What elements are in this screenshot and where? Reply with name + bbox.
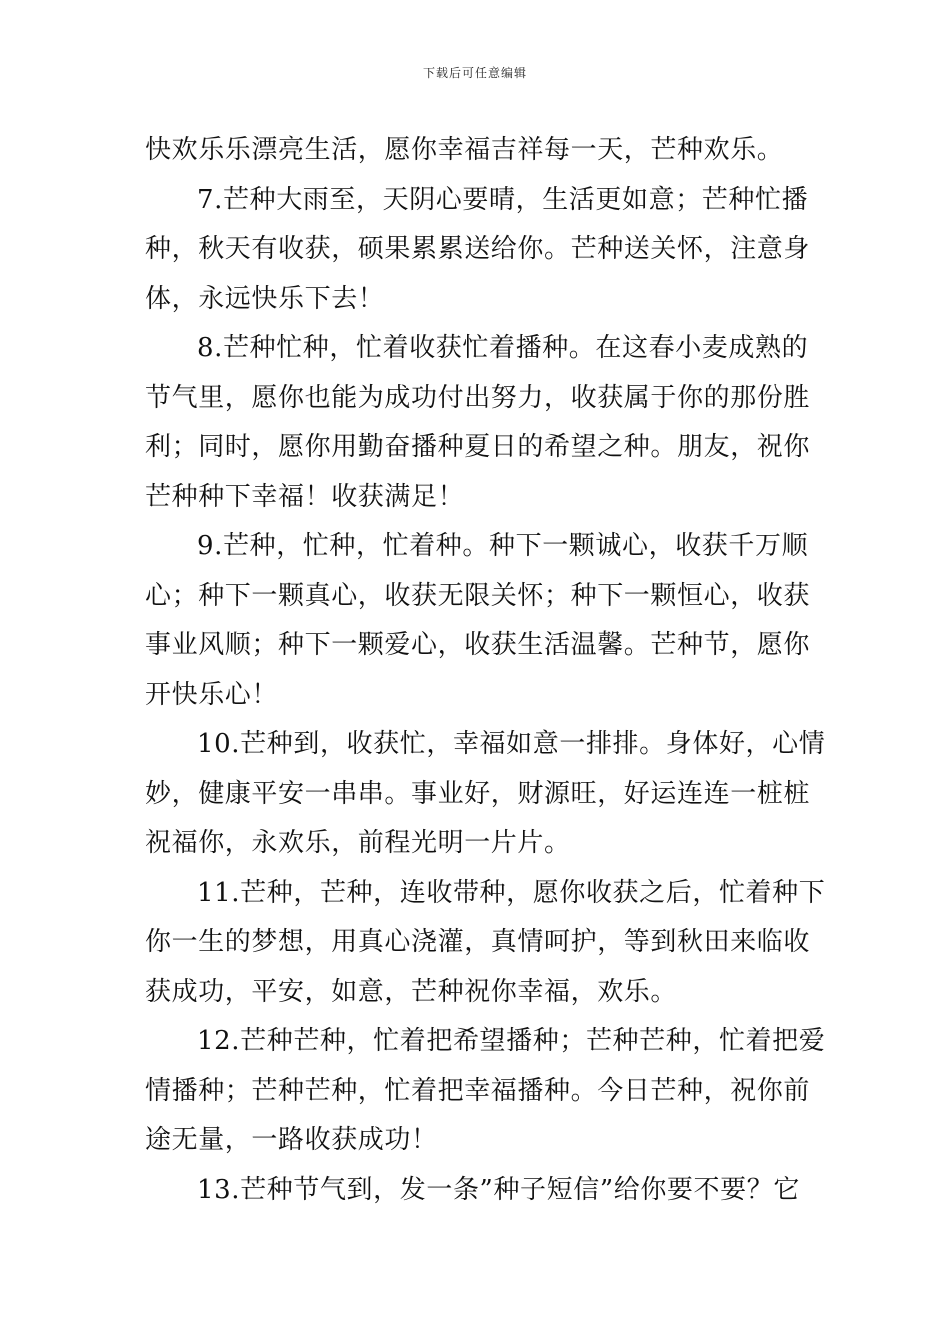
- paragraph-item-10: [145, 720, 826, 869]
- text-line: 快欢乐乐漂亮生活，愿你幸福吉祥每一天，芒种欢乐。: [145, 135, 784, 165]
- text-line: 体，永远快乐下去！: [145, 283, 385, 314]
- document-body: [145, 126, 826, 1215]
- paragraph-item-13: [145, 1166, 805, 1216]
- text-line: 节气里，愿你也能为成功付出努力，收获属于你的那份胜: [145, 382, 811, 413]
- text-line: 7.芒种大雨至，天阴心要晴，生活更如意；芒种忙播: [197, 184, 809, 215]
- text-line: 你一生的梦想，用真心浇灌，真情呵护，等到秋田来临收: [145, 927, 811, 957]
- paragraph-item-7: [145, 176, 811, 325]
- text-line: 12.芒种芒种，忙着把希望播种；芒种芒种，忙着把爱: [197, 1026, 826, 1056]
- text-line: 妙，健康平安一串串。事业好，财源旺，好运连连一桩桩: [145, 778, 811, 809]
- text-line: 10.芒种到，收获忙，幸福如意一排排。身体好，心情: [197, 729, 826, 759]
- text-line: 心；种下一颗真心，收获无限关怀；种下一颗恒心，收获: [145, 580, 811, 611]
- paragraph-item-11: [145, 869, 826, 1018]
- text-line: 开快乐心！: [145, 679, 279, 710]
- text-line: 情播种；芒种芒种，忙着把幸福播种。今日芒种，祝你前: [145, 1075, 811, 1106]
- text-line: 获成功，平安，如意，芒种祝你幸福，欢乐。: [145, 976, 678, 1007]
- paragraph-continuation: [145, 126, 805, 176]
- text-line: 事业风顺；种下一颗爱心，收获生活温馨。芒种节，愿你: [145, 630, 811, 660]
- text-line: 利；同时，愿你用勤奋播种夏日的希望之种。朋友，祝你: [145, 432, 811, 462]
- page-header-note: 下载后可任意编辑: [422, 66, 527, 80]
- text-line: 9.芒种，忙种，忙着种。种下一颗诚心，收获千万顺: [197, 531, 809, 561]
- paragraph-item-12: [145, 1017, 826, 1166]
- paragraph-item-9: [145, 522, 811, 720]
- text-line: 种，秋天有收获，硕果累累送给你。芒种送关怀，注意身: [145, 234, 811, 264]
- text-line: 途无量，一路收获成功！: [145, 1125, 438, 1155]
- text-line: 8.芒种忙种，忙着收获忙着播种。在这春小麦成熟的: [197, 333, 809, 363]
- paragraph-item-8: [145, 324, 811, 522]
- text-line: 13.芒种节气到，发一条”种子短信”给你要不要？它: [197, 1174, 800, 1205]
- text-line: 祝福你，永欢乐，前程光明一片片。: [145, 828, 571, 858]
- text-line: 11.芒种，芒种，连收带种，愿你收获之后，忙着种下: [197, 877, 826, 908]
- text-line: 芒种种下幸福！收获满足！: [145, 481, 465, 512]
